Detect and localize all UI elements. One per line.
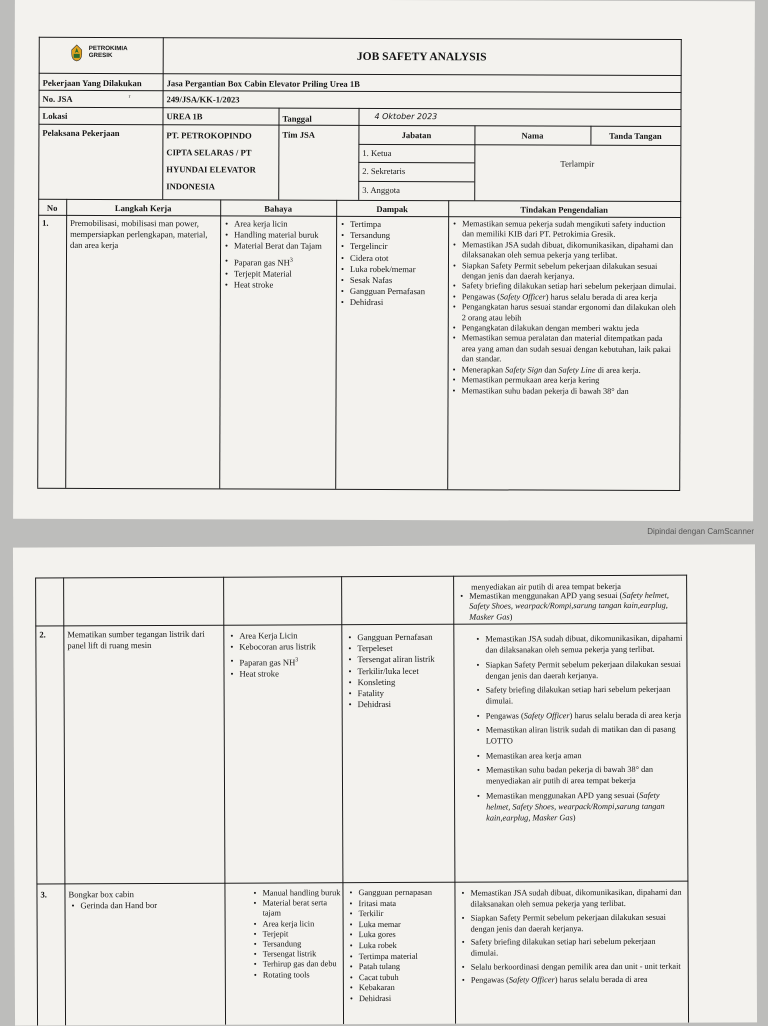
list-item: • Gangguan Pernafasan xyxy=(340,286,446,298)
list-item: • Patah tulang xyxy=(349,962,453,973)
list-item: • Sesak Nafas xyxy=(340,275,446,287)
step-langkah: Bongkar box cabin xyxy=(68,889,134,900)
list-item: • Heat stroke xyxy=(229,669,339,681)
list-item: • Area Kerja Licin xyxy=(229,630,339,642)
list-item: • Safety briefing dilakukan setiap hari sebelum pekerjaan dimulai. xyxy=(461,936,685,960)
pelaksana-line: CIPTA SELARAS / PT xyxy=(166,147,252,158)
document-page-1 xyxy=(13,0,755,521)
tanda-tangan-header: Tanda Tangan xyxy=(609,130,662,141)
list-item: • Cidera otot xyxy=(340,252,446,264)
document-page-2 xyxy=(13,544,757,1025)
list-item: • Luka robek/memar xyxy=(340,264,446,276)
list-item: • Luka robek xyxy=(349,941,453,952)
document-title: JOB SAFETY ANALYSIS xyxy=(356,50,487,64)
bahaya-list xyxy=(229,630,339,680)
tick-mark: ʳ xyxy=(128,92,131,103)
step-number: 1. xyxy=(42,217,49,228)
list-item: • Tersandung xyxy=(340,230,446,242)
list-item: • Luka memar xyxy=(349,919,453,930)
pelaksana-label: Pelaksana Pekerjaan xyxy=(42,127,120,139)
list-item: • Iritasi mata xyxy=(348,898,452,909)
list-item: • Gangguan pernapasan xyxy=(348,888,452,899)
list-item: • Cacat tubuh xyxy=(349,972,453,983)
list-item: • Safety briefing dilakukan setiap hari sebelum pekerjaan dimulai. xyxy=(476,684,684,708)
role-anggota: 3. Anggota xyxy=(362,184,400,196)
list-item: • Tertimpa xyxy=(340,219,446,231)
header-no: No xyxy=(46,202,58,213)
step-number: 3. xyxy=(40,889,47,900)
list-item: • Terjepit xyxy=(253,929,343,940)
list-item: • Gerinda dan Hand bor xyxy=(71,900,221,912)
dampak-list xyxy=(347,632,451,711)
list-item: • Memastikan JSA sudah dibuat, dikomunikasikan, dipahami dan dilaksanakan oleh semua pekerja yang terlibat. xyxy=(452,240,678,262)
list-item: • Memastikan semua pekerja sudah mengikuti safety induction dan memiliki KIB dari PT. Petrokimia Gresik. xyxy=(452,219,678,241)
header-dampak: Dampak xyxy=(376,203,408,215)
list-item: • Dehidrasi xyxy=(349,994,453,1005)
list-item: • Tersandung xyxy=(253,939,343,950)
header-bahaya: Bahaya xyxy=(264,203,293,214)
pelaksana-line: HYUNDAI ELEVATOR xyxy=(166,164,256,175)
list-item: • Pengangkatan dilakukan dengan memberi waktu jeda xyxy=(452,323,678,334)
step-langkah: Premobilisasi, mobilisasi man power, mempersiapkan perlengkapan, material, dan area kerja xyxy=(70,217,208,251)
terlampir-text: Terlampir xyxy=(560,158,595,169)
tindakan-list xyxy=(475,633,684,824)
list-item: • Heat stroke xyxy=(224,279,334,291)
logo-line-1: PETROKIMIA xyxy=(88,44,128,53)
list-item: • Memastikan area kerja aman xyxy=(476,749,684,761)
list-item xyxy=(224,255,334,268)
step-langkah: Mematikan sumber tegangan listrik dari panel lift di ruang mesin xyxy=(67,628,205,651)
list-item: • Siapkan Safety Permit sebelum pekerjaan dilakukan sesuai dengan jenis dan daerah kerjanya. xyxy=(452,261,678,283)
lokasi-value: UREA 1B xyxy=(166,111,203,122)
list-item: • Terhirup gas dan debu xyxy=(253,960,343,971)
pelaksana-value xyxy=(166,127,256,195)
header-tindakan: Tindakan Pengendalian xyxy=(520,204,608,215)
tindakan-list xyxy=(460,887,684,986)
list-item: • Memastikan aliran listrik sudah di matikan dan di pasang LOTTO xyxy=(476,724,684,748)
superscript: 3 xyxy=(289,257,293,264)
list-item: • Siapkan Safety Permit sebelum pekerjaan dilakukan sesuai dengan jenis dan daerah kerjanya. xyxy=(475,658,683,682)
list-item: • Manual handling buruk xyxy=(252,888,342,899)
list-item: • Gangguan Pernafasan xyxy=(347,632,451,644)
list-item: • Tertimpa material xyxy=(349,951,453,962)
list-item: • Pengawas (Safety Officer) harus selalu berada di area kerja xyxy=(476,709,684,721)
pelaksana-line: INDONESIA xyxy=(166,181,215,192)
continued-line: menyediakan air putih di area tempat bekerja xyxy=(471,581,621,592)
list-item: • Pengawas (Safety Officer) harus selalu berada di area xyxy=(461,974,685,986)
logo-line-2: GRESIK xyxy=(88,51,113,60)
list-item: • Material berat serta tajam xyxy=(252,898,342,919)
petrokimia-logo-icon xyxy=(69,44,85,62)
nojsa-label: No. JSA xyxy=(42,93,73,104)
list-item: • Memastikan suhu badan pekerja di bawah 38° dan xyxy=(452,386,678,397)
role-ketua: 1. Ketua xyxy=(362,147,392,159)
list-item: • Selalu berkoordinasi dengan pemilik area dan unit - unit terkait xyxy=(461,960,685,972)
list-item: • Siapkan Safety Permit sebelum pekerjaan dilakukan sesuai dengan jenis dan daerah kerjanya. xyxy=(461,911,685,935)
nama-header: Nama xyxy=(521,130,544,141)
list-item: • Kebocoran arus listrik xyxy=(229,641,339,653)
list-item: • Kebakaran xyxy=(349,983,453,994)
list-item: • Memastikan permukaan area kerja kering xyxy=(452,375,678,386)
bahaya-list xyxy=(224,218,334,290)
list-item: • Terjepit Material xyxy=(224,268,334,280)
list-item: • Tersengat listrik xyxy=(253,949,343,960)
pekerjaan-value: Jasa Pergantian Box Cabin Elevator Priling Urea 1B xyxy=(166,78,360,89)
camscanner-footer: Dipindai dengan CamScanner xyxy=(647,527,754,536)
list-item: • Memastikan semua peralatan dan material ditempatkan pada area yang aman dan sudah sesuai dengan kebutuhan, laik pakai dan standar. xyxy=(452,334,678,366)
list-item: • Terkilir xyxy=(349,909,453,920)
list-item: • Dehidrasi xyxy=(348,699,452,711)
step-number: 2. xyxy=(39,629,46,640)
jabatan-header: Jabatan xyxy=(401,130,432,141)
list-item: • Safety briefing dilakukan setiap hari sebelum pekerjaan dimulai. xyxy=(452,282,678,293)
list-item: • Material Berat dan Tajam xyxy=(224,241,334,253)
bahaya-text: Paparan gas NH xyxy=(233,256,290,268)
tanggal-label: Tanggal xyxy=(282,113,312,124)
list-item: • Terkilir/luka lecet xyxy=(347,665,451,677)
dampak-list xyxy=(348,888,453,1005)
list-item: • Memastikan JSA sudah dibuat, dikomunikasikan, dipahami dan dilaksanakan oleh semua pekerja yang terlibat. xyxy=(460,887,684,911)
lokasi-label: Lokasi xyxy=(42,110,68,121)
dampak-list xyxy=(340,219,446,309)
company-logo-text xyxy=(89,45,128,59)
list-item: • Pengawas (Safety Officer) harus selalu berada di area kerja xyxy=(452,292,678,303)
bahaya-list xyxy=(252,888,342,980)
list-item: • Handling material buruk xyxy=(224,230,334,242)
list-item: • Pengangkatan harus sesuai standar ergonomi dan dilakukan oleh 2 orang atau lebih xyxy=(452,302,678,324)
timjsa-label: Tim JSA xyxy=(282,129,316,140)
tindakan-list xyxy=(452,219,679,397)
bahaya-text: Paparan gas NH xyxy=(239,657,296,668)
pelaksana-line: PT. PETROKOPINDO xyxy=(166,130,252,141)
list-item: • Tersengat aliran listrik xyxy=(347,654,451,666)
superscript: 3 xyxy=(295,657,299,664)
list-item: • Area kerja licin xyxy=(253,919,343,930)
list-item: • Memastikan menggunakan APD yang sesuai (Safety helmet, Safety Shoes, wearpack/Rompi,sarung tangan kain,earplug, Masker Gas) xyxy=(476,789,684,824)
continued-apd xyxy=(459,591,683,623)
list-item: • Memastikan JSA sudah dibuat, dikomunikasikan, dipahami dan dilaksanakan oleh semua pekerja yang terlibat. xyxy=(475,633,683,657)
list-item: • Memastikan menggunakan APD yang sesuai (Safety helmet, Safety Shoes, wearpack/Rompi,sarung tangan kain,earplug, Masker Gas) xyxy=(459,591,683,623)
role-sekretaris: 2. Sekretaris xyxy=(362,165,406,177)
list-item: • Dehidrasi xyxy=(340,297,446,309)
pekerjaan-label: Pekerjaan Yang Dilakukan xyxy=(42,77,142,89)
header-langkah: Langkah Kerja xyxy=(114,203,172,214)
list-item: • Menerapkan Safety Sign dan Safety Line di area kerja. xyxy=(452,365,678,376)
list-item: • Memastikan suhu badan pekerja di bawah 38° dan menyediakan air putih di area tempat bekerja xyxy=(476,764,684,788)
list-item: • Terpeleset xyxy=(347,643,451,655)
list-item: • Rotating tools xyxy=(253,970,343,981)
list-item: • Area kerja licin xyxy=(224,218,334,230)
list-item: • Fatality xyxy=(348,688,452,700)
list-item: • Konsleting xyxy=(348,677,452,689)
list-item: • Tergelincir xyxy=(340,241,446,253)
nojsa-value: 249/JSA/KK-1/2023 xyxy=(166,94,240,105)
list-item: • Luka gores xyxy=(349,930,453,941)
tanggal-value: 4 Oktober 2023 xyxy=(374,111,438,122)
list-item xyxy=(229,656,339,670)
langkah-sub-list xyxy=(71,900,221,912)
